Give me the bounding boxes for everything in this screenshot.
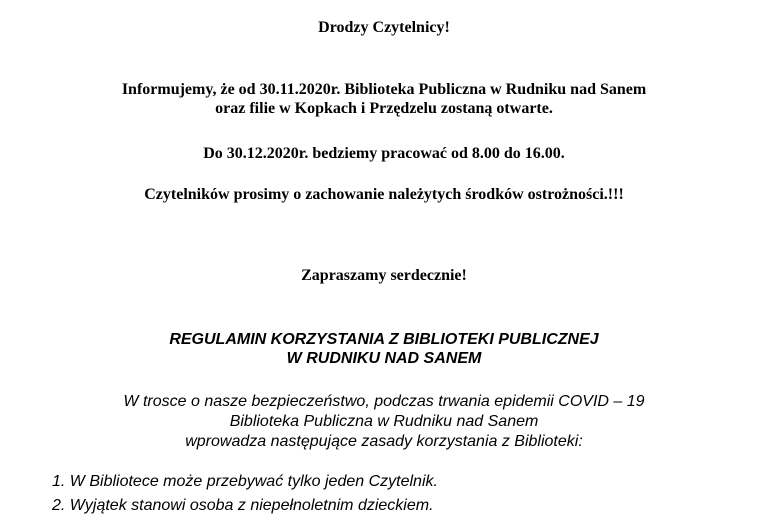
- regulations-intro-line-2: Biblioteka Publiczna w Rudniku nad Sanem: [229, 413, 539, 430]
- announcement-line-2: oraz filie w Kopkach i Przędzelu zostaną otwarte.: [215, 100, 553, 117]
- regulations-intro-line-3: wprowadza następujące zasady korzystania z Biblioteki:: [185, 433, 583, 450]
- rule-item-2: 2. Wyjątek stanowi osoba z niepełnoletnim dzieckiem.: [52, 497, 434, 514]
- rule-item-1: 1. W Bibliotece może przebywać tylko jeden Czytelnik.: [52, 473, 438, 490]
- announcement-line-1: Informujemy, że od 30.11.2020r. Biblioteka Publiczna w Rudniku nad Sanem: [121, 81, 647, 98]
- regulations-title-line-1: REGULAMIN KORZYSTANIA Z BIBLIOTEKI PUBLICZNEJ: [169, 331, 599, 348]
- safety-request: Czytelników prosimy o zachowanie należytych środków ostrożności.!!!: [144, 186, 624, 203]
- regulations-intro-line-1: W trosce o nasze bezpieczeństwo, podczas trwania epidemii COVID – 19: [123, 393, 645, 410]
- opening-hours: Do 30.12.2020r. bedziemy pracować od 8.00 do 16.00.: [203, 145, 565, 162]
- greeting-heading: Drodzy Czytelnicy!: [318, 19, 450, 36]
- regulations-title-line-2: W RUDNIKU NAD SANEM: [286, 350, 482, 367]
- invitation: Zapraszamy serdecznie!: [301, 267, 467, 284]
